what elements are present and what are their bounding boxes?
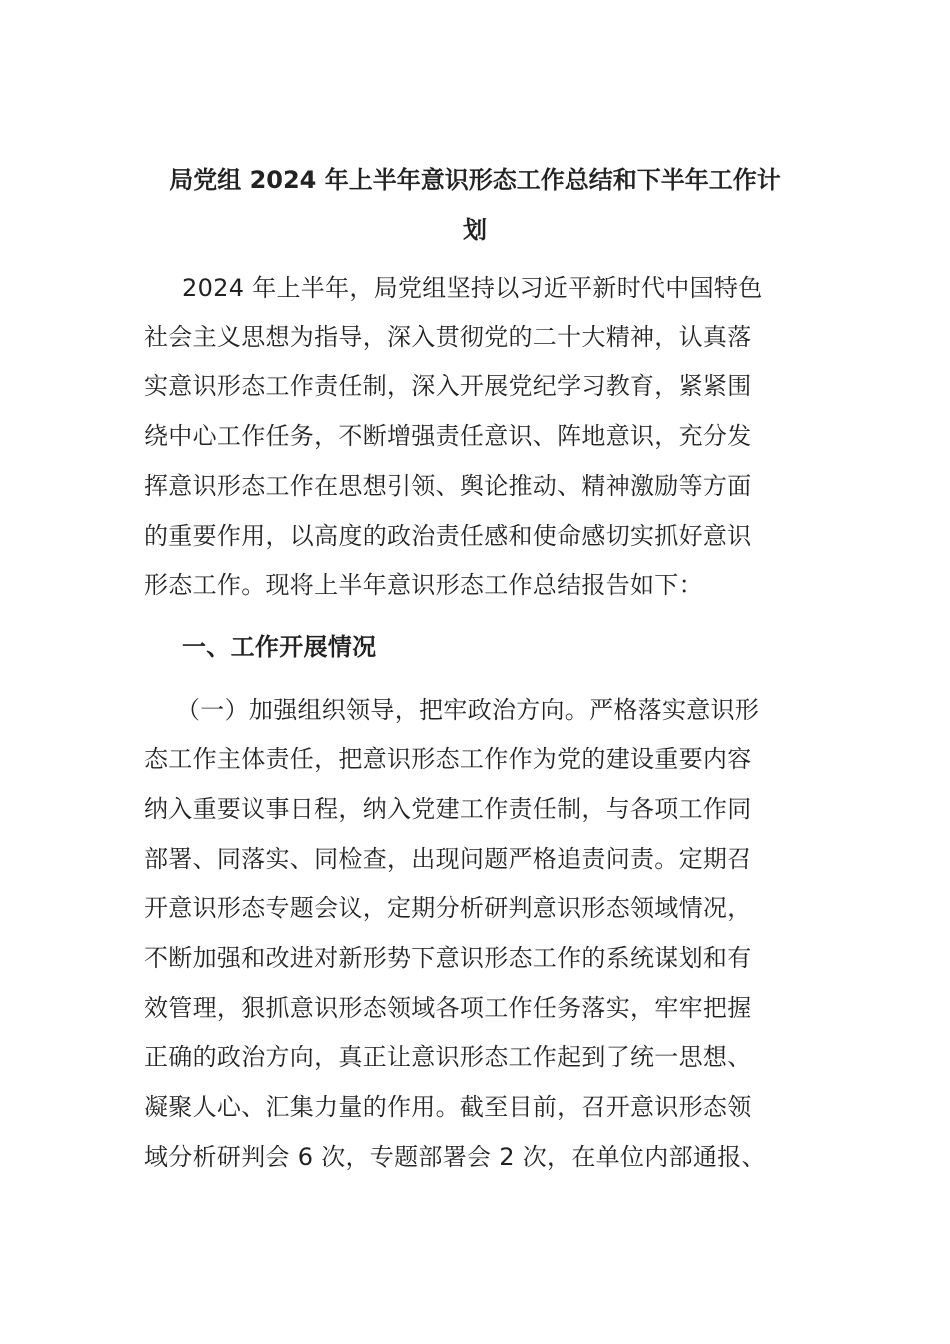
title-line-2: 划: [463, 216, 487, 244]
section-line: 正确的政治方向，真正让意识形态工作起到了统一思想、: [144, 1043, 752, 1071]
title-line-1: 局党组 2024 年上半年意识形态工作总结和下半年工作计: [169, 166, 781, 194]
section-line: 域分析研判会 6 次，专题部署会 2 次，在单位内部通报、: [144, 1143, 766, 1171]
section-line: 不断加强和改进对新形势下意识形态工作的系统谋划和有: [144, 944, 752, 972]
section-line: 效管理，狠抓意识形态领域各项工作任务落实，牢牢把握: [144, 994, 752, 1022]
section-line: 开意识形态专题会议，定期分析研判意识形态领域情况，: [144, 894, 752, 922]
section-line: 态工作主体责任，把意识形态工作作为党的建设重要内容: [144, 745, 752, 773]
document-title: [140, 155, 810, 255]
intro-line: 形态工作。现将上半年意识形态工作总结报告如下：: [144, 571, 703, 599]
intro-line: 的重要作用，以高度的政治责任感和使命感切实抓好意识: [144, 522, 752, 550]
intro-line: 社会主义思想为指导，深入贯彻党的二十大精神，认真落: [144, 323, 752, 351]
section-line: 纳入重要议事日程，纳入党建工作责任制，与各项工作同: [144, 795, 752, 823]
intro-line: 2024 年上半年，局党组坚持以习近平新时代中国特色: [182, 274, 763, 302]
intro-line: 绕中心工作任务，不断增强责任意识、阵地意识，充分发: [144, 422, 752, 450]
section-heading: 一、工作开展情况: [182, 633, 377, 661]
section-line: 部署、同落实、同检查，出现问题严格追责问责。定期召: [144, 845, 752, 873]
section-line: 凝聚人心、汇集力量的作用。截至目前，召开意识形态领: [144, 1093, 752, 1121]
section-line: （一）加强组织领导，把牢政治方向。严格落实意识形: [176, 696, 760, 724]
intro-line: 实意识形态工作责任制，深入开展党纪学习教育，紧紧围: [144, 372, 752, 400]
intro-line: 挥意识形态工作在思想引领、舆论推动、精神激励等方面: [144, 472, 752, 500]
